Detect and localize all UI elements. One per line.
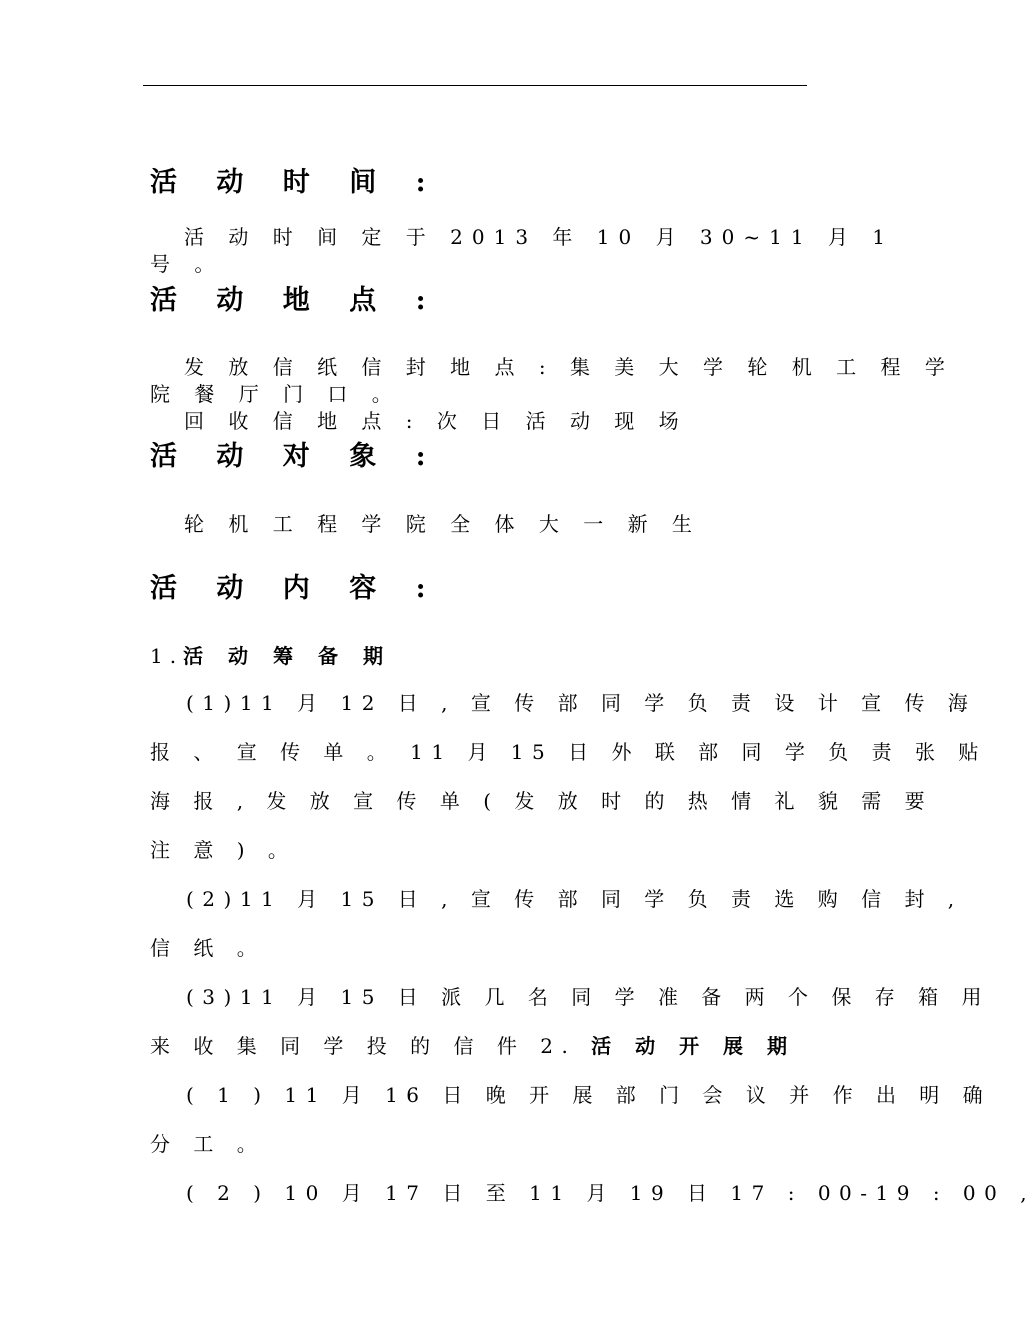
time-line-2: 号 。 <box>150 252 224 276</box>
phase2-title: 活 动 开 展 期 <box>591 1034 796 1058</box>
p1-line-3: 海 报 , 发 放 宣 传 单 ( 发 放 时 的 热 情 礼 貌 需 要 <box>150 789 934 813</box>
place-line-1: 发 放 信 纸 信 封 地 点 : 集 美 大 学 轮 机 工 程 学 <box>184 355 954 379</box>
p2-line-1: (2)11 月 15 日 , 宣 传 部 同 学 负 责 选 购 信 封 , <box>186 887 963 911</box>
section-heading-target: 活 动 对 象 : <box>150 441 441 472</box>
p2-line-2: 信 纸 。 <box>150 936 266 960</box>
content-paragraphs <box>150 679 1035 1218</box>
time-line-1: 活 动 时 间 定 于 2013 年 10 月 30~11 月 1 <box>184 225 895 249</box>
time-paragraph <box>150 224 895 278</box>
phase1-number: 1. <box>150 644 184 668</box>
p3-line-1: (3)11 月 15 日 派 几 名 同 学 准 备 两 个 保 存 箱 用 <box>186 985 990 1009</box>
p1-line-2: 报 、 宣 传 单 。 11 月 15 日 外 联 部 同 学 负 责 张 贴 <box>150 740 987 764</box>
p3-line-2 <box>150 1022 796 1071</box>
p1-line-1: (1)11 月 12 日 , 宣 传 部 同 学 负 责 设 计 宣 传 海 <box>186 691 977 715</box>
phase1-title: 活 动 筹 备 期 <box>183 644 392 668</box>
place-line-2: 院 餐 厅 门 口 。 <box>150 382 401 406</box>
section-heading-place: 活 动 地 点 : <box>150 285 441 316</box>
place-paragraph <box>150 354 954 435</box>
section-heading-content: 活 动 内 容 : <box>150 573 441 604</box>
header-rule <box>143 85 807 86</box>
place-line-3: 回 收 信 地 点 : 次 日 活 动 现 场 <box>184 409 688 433</box>
p4-line-2: 分 工 。 <box>150 1132 266 1156</box>
p3-line-2-text: 来 收 集 同 学 投 的 信 件 2. <box>150 1034 577 1058</box>
target-paragraph <box>150 510 790 538</box>
p4-line-1: ( 1 ) 11 月 16 日 晚 开 展 部 门 会 议 并 作 出 明 确 <box>186 1083 992 1107</box>
p1-line-4: 注 意 ) 。 <box>150 838 297 862</box>
p5-line-1: ( 2 ) 10 月 17 日 至 11 月 19 日 17 : 00-19 : 00 , <box>186 1181 1035 1205</box>
phase1-heading <box>150 642 790 670</box>
section-heading-time: 活 动 时 间 : <box>150 167 441 198</box>
target-line: 轮 机 工 程 学 院 全 体 大 一 新 生 <box>184 512 701 536</box>
